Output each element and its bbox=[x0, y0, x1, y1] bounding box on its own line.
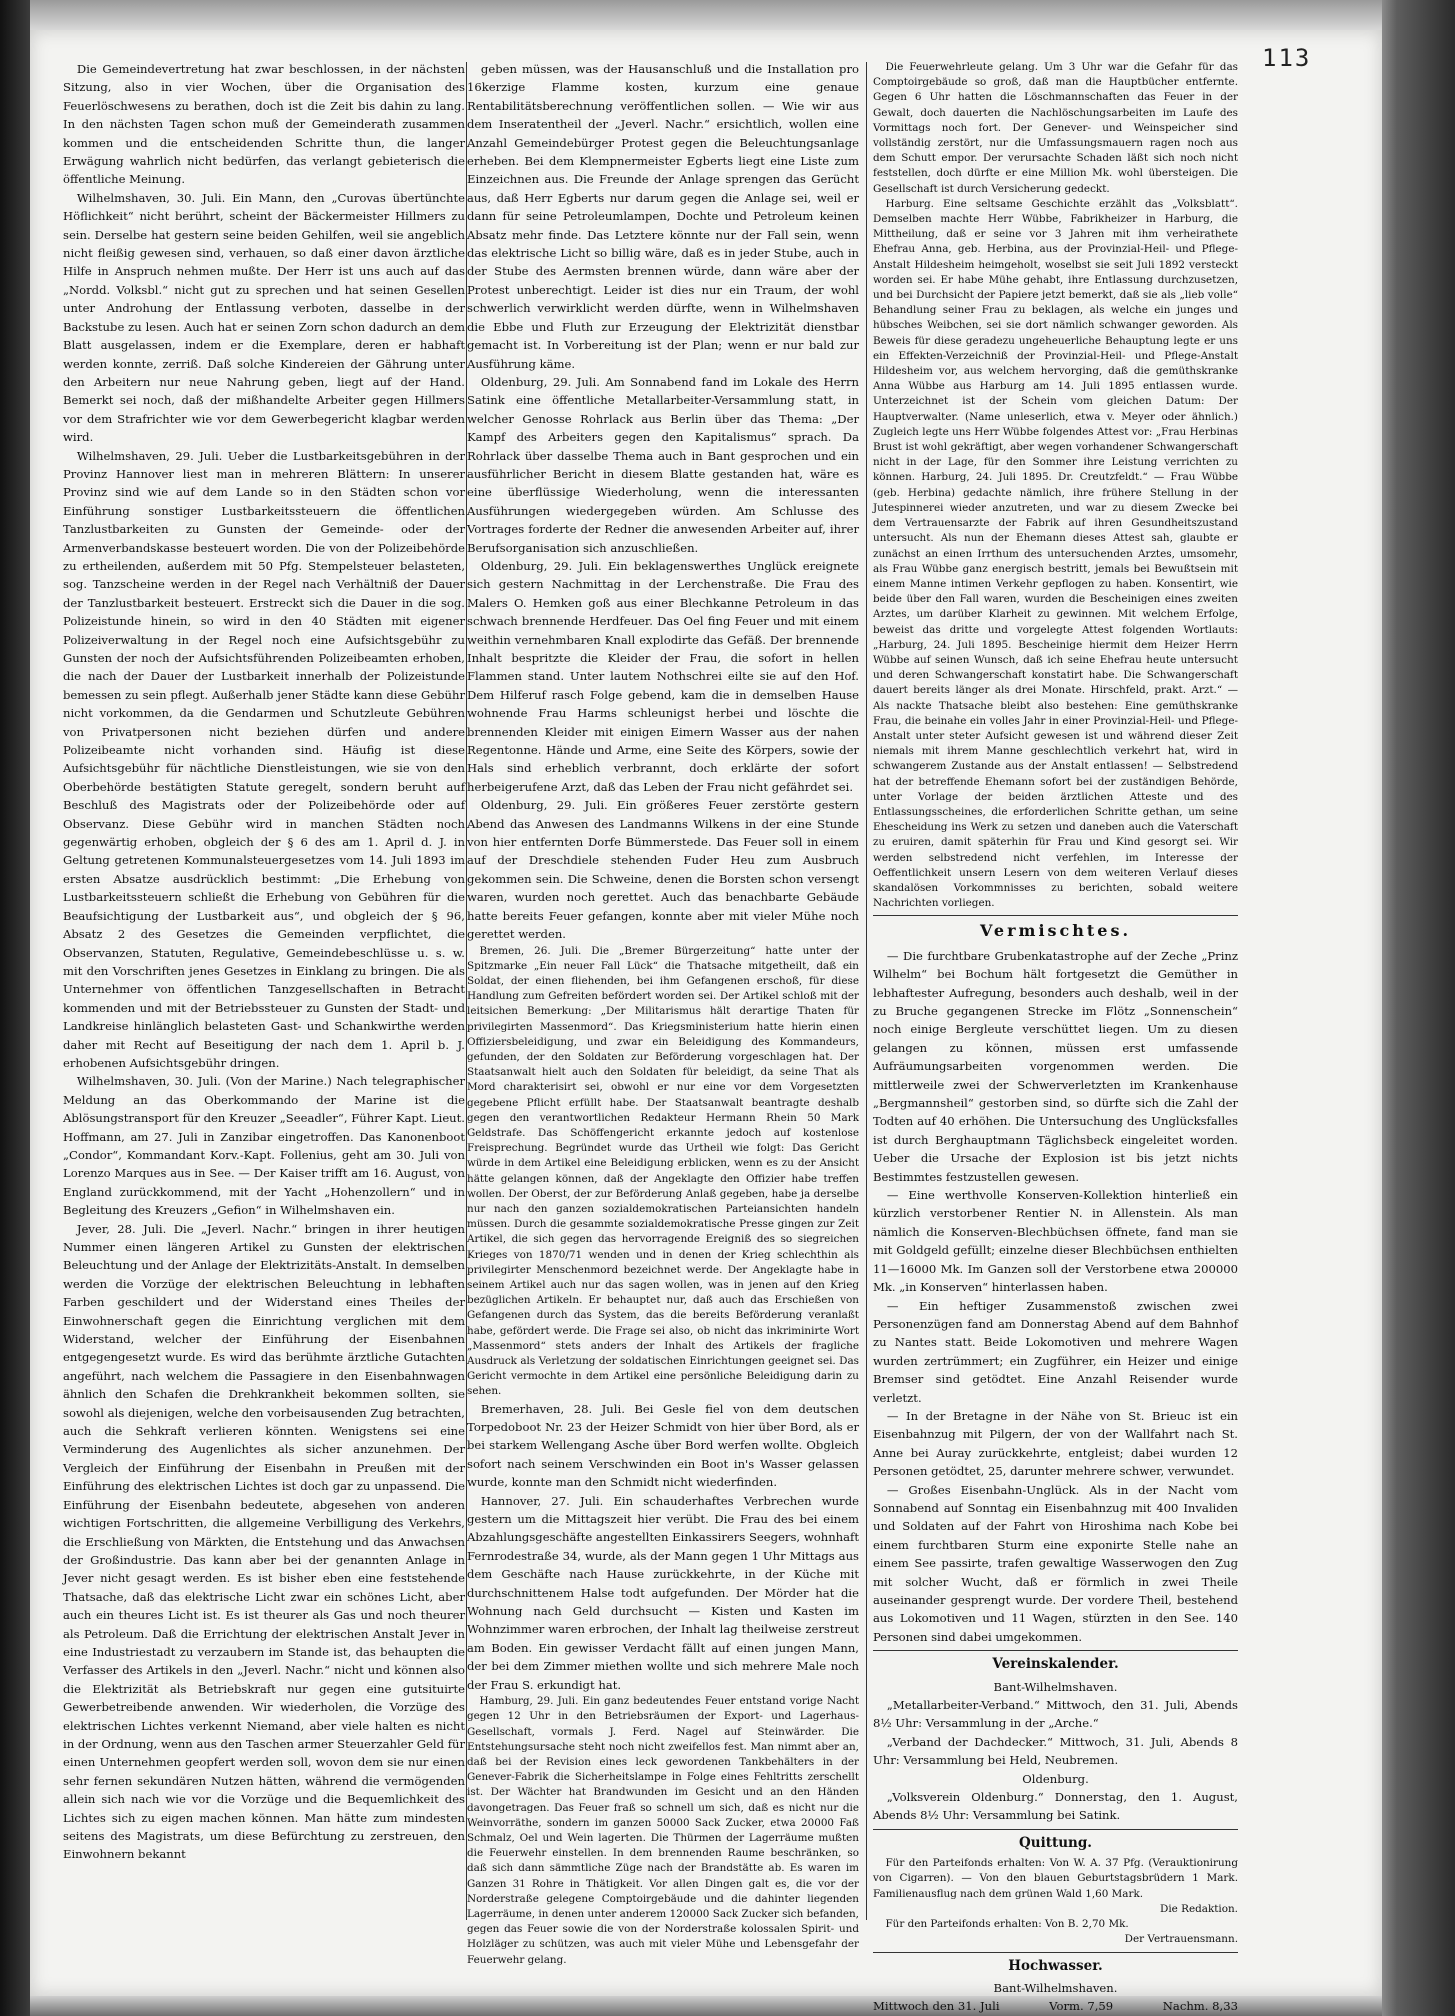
page-number: 113 bbox=[1262, 44, 1312, 72]
calendar-entry: „Metallarbeiter-Verband.“ Mittwoch, den 31. Juli, Abends 8½ Uhr: Versammlung in der „Arche.“ bbox=[873, 1698, 1238, 1731]
scan-border-right bbox=[1382, 0, 1455, 2016]
calendar-entry: „Verband der Dachdecker.“ Mittwoch, 31. Juli, Abends 8 Uhr: Versammlung bei Held, Neubremen. bbox=[873, 1734, 1238, 1768]
quittung-heading: Quittung. bbox=[1019, 1834, 1092, 1851]
column-rule-2 bbox=[866, 62, 867, 1920]
column-2 bbox=[467, 60, 859, 1966]
article-paragraph: Jever, 28. Juli. Die „Jeverl. Nachr.“ bringen in ihrer heutigen Nummer einen längeren Artikel zu Gunsten der elektrischen Beleuchtung und der Anlage der Elektrizitäts-Anstalt. In demselben werden die Vorzüge der elektrischen Beleuchtung in lebhaften Farben geschildert und der Widerstand eines Theiles der Einwohnerschaft gegen die Einrichtung verglichen mit dem Widerstand, welcher der Einführung der Eisenbahnen entgegengesetzt wurde. Es wird das berühmte ärztliche Gutachten angeführt, nach welchem die Passagiere in den Eisenbahnwagen ähnlich den Schafen die Drehkrankheit bekommen sollten, sie sowohl als diejenigen, welche den vorbeisausenden Zug betrachten, auch die Sehkraft verlieren könnten. Wenigstens sei eine Verminderung des Augenlichtes als sicher anzunehmen. Der Vergleich der Einführung der Eisenbahn in Preußen mit der Einführung des elektrischen Lichtes ist doch gar zu unpassend. Die Einführung der Eisenbahn bedeutete, abgesehen von anderen wichtigen Fortschritten, die allgemeine Verbilligung des Verkehrs, die Erschließung von Märkten, die Entstehung und das Anwachsen der Großindustrie. Das kann aber bei der genannten Anlage in Jever nicht gesagt werden. Es ist bisher eben eine feststehende Thatsache, daß das elektrische Licht zwar ein schönes Licht, aber auch ein theures Licht ist. Es ist theurer als Gas und noch theurer als Petroleum. Daß die Errichtung der elektrischen Anstalt Jever in eine Industriestadt zu verzaubern im Stande ist, das behaupten die Verfasser des Artikels in den „Jeverl. Nachr.“ nicht und können also die Elektrizität als Betriebskraft nur gegen eine gutsituirte Gewerbetreibende anwenden. Wir wiederholen, die Vorzüge des elektrischen Lichtes verkennt Niemand, aber viele halten es nicht in der Ordnung, wenn aus den Taschen armer Steuerzahler Geld für einen Unternehmen geopfert werden soll, wovon dem sie nur einen sehr fernen sekundären Nutzen hätten, während die vermögenden allein sich nach wie vor die Vorzüge und die Bequemlichkeit des Lichtes sich zu eigen machen können. Man hätte zum mindesten seitens des Magistrats, um diese Befürchtung zu zerstreuen, den Einwohnern bekannt bbox=[63, 1221, 465, 1862]
article-paragraph-small: Die Feuerwehrleute gelang. Um 3 Uhr war die Gefahr für das Comptoirgebäude so groß, daß man die Hauptbücher entfernte. Gegen 6 Uhr hatten die Löschmannschaften das Feuer in der Gewalt, doch dauerten die Nachlöschungsarbeiten im Laufe des Vormittags noch fort. Der Genever- und Weinspeicher sind vollständig zerstört, nur die Umfassungsmauern ragen noch aus dem Schutt empor. Der verursachte Schaden läßt sich noch nicht feststellen, doch dürfte er eine Million Mk. wohl übersteigen. Die Gesellschaft ist durch Versicherung gedeckt. bbox=[873, 61, 1238, 195]
article-paragraph: Wilhelmshaven, 30. Juli. Ein Mann, den „Curovas übertünchte Höflichkeit“ nicht berührt, scheint der Bäckermeister Hillmers zu sein. Derselbe hat gestern seine beiden Gehilfen, weil sie angeblich nicht fleißig gewesen sind, verhauen, so daß einer davon ärztliche Hilfe in Anspruch nehmen mußte. Der Herr ist uns auch auf das „Nordd. Volksbl.“ nicht gut zu sprechen und hat seinen Gesellen unter Androhung der Entlassung verboten, dasselbe in der Backstube zu lesen. Auch hat er seinen Zorn schon dadurch an dem Blatt ausgelassen, indem er die Exemplare, deren er habhaft werden konnte, zerriß. Daß solche Kindereien der Gährung unter den Arbeitern nur neue Nahrung geben, liegt auf der Hand. Bemerkt sei noch, daß der mißhandelte Arbeiter gegen Hillmers vor dem Strafrichter wie vor dem Gewerbegericht klagbar werden wird. bbox=[63, 190, 465, 445]
vereinskalender-place: Bant-Wilhelmshaven. bbox=[993, 1679, 1118, 1694]
receipt-signature: Die Redaktion. bbox=[1160, 1902, 1238, 1915]
column-1 bbox=[63, 60, 465, 1922]
article-paragraph: Oldenburg, 29. Juli. Am Sonnabend fand im Lokale des Herrn Satink eine öffentliche Metallarbeiter-Versammlung statt, in welcher Genosse Rohrlack aus Berlin über das Thema: „Der Kampf des Arbeiters gegen den Kapitalismus“ sprach. Da Rohrlack über dasselbe Thema auch in Bant gesprochen und ein ausführlicher Bericht in diesem Blatte gestanden hat, wäre es eine überflüssige Wiederholung, wenn die interessanten Ausführungen wiedergegeben würden. Am Schlusse des Vortrages forderte der Redner die anwesenden Arbeiter auf, ihrer Berufsorganisation sich anzuschließen. bbox=[467, 374, 859, 555]
article-paragraph-small: Harburg. Eine seltsame Geschichte erzählt das „Volksblatt“. Demselben machte Herr Wübbe, Fabrikheizer in Harburg, die Mittheilung, daß er seine vor 3 Jahren mit ihm verheirathete Ehefrau Anna, geb. Herbina, aus der Provinzial-Heil- und Pflege-Anstalt Hildesheim heimgeholt, woselbst sie seit Juli 1892 versteckt worden sei. Er habe Mühe gehabt, ihre Entlassung durchzusetzen, und bei Durchsicht der Papiere jetzt bemerkt, daß sie als „lieb volle“ Behandlung seiner Frau zu beklagen, als welche ein junges und hübsches Weibchen, sei sie dort nämlich schwanger geworden. Als Beweis für diese geradezu ungeheuerliche Behauptung legte er uns ein Effekten-Verzeichniß der Provinzial-Heil- und Pflege-Anstalt Hildesheim vor, aus welchem hervorging, daß die gemüthskranke Anna Wübbe aus Harburg am 14. Juli 1895 entlassen wurde. Unterzeichnet ist der Schein vom gleichen Datum: Der Hauptverwalter. (Name unleserlich, etwa v. Meyer oder ähnlich.) Zugleich legte uns Herr Wübbe folgendes Attest vor: „Frau Herbinas Brust ist wohl gekräftigt, aber wegen vorhandener Schwangerschaft nicht in der Lage, für den Sommer ihre Leistung verrichten zu können. Harburg, 24. Juli 1895. Dr. Creutzfeldt.“ — Frau Wübbe (geb. Herbina) gedachte nämlich, ihre frühere Stellung in der Jutespinnerei wieder anzutreten, und war zu diesem Zwecke bei dem Vertrauensarzte der Fabrik auf ihren Gesundheitszustand untersucht. Als nun der Ehemann dieses Attest sah, glaubte er zunächst an einen Irrthum des untersuchenden Arztes, umsomehr, als Frau Wübbe ganz energisch bestritt, jemals bei Bewußtsein mit einem Manne intimen Verkehr gepflogen zu haben. Konsentirt, wie beide über den Fall waren, wurden die Bescheinigen eines zweiten Arztes, um darüber Klarheit zu gewinnen. Mit welchem Erfolge, beweist das dritte und vorgelegte Attest folgenden Wortlauts: „Harburg, 24. Juli 1895. Bescheinige hiermit dem Heizer Herrn Wübbe auf seinen Wunsch, daß ich seine Ehefrau heute untersucht und deren Schwangerschaft konstatirt habe. Die Schwangerschaft dauert bereits länger als drei Monate. Hirschfeld, prakt. Arzt.“ — Als nackte Thatsache bleibt also bestehen: Eine gemüthskranke Frau, die beinahe ein volles Jahr in einer Provinzial-Heil- und Pflege-Anstalt unter steter Aufsicht gewesen ist und während dieser Zeit niemals mit ihrem Manne geschlechtlich verkehrt hat, wird in schwangerem Zustande aus der Anstalt entlassen! — Selbstredend hat der betreffende Ehemann sofort bei der zuständigen Behörde, unter Vorlage der beiden ärztlichen Atteste und des Entlassungsscheines, die erforderlichen Schritte gethan, um seine Ehescheidung ins Werk zu setzen und daneben auch die Vaterschaft zu eruiren, damit späterhin für Frau und Kind gesorgt sei. Wir werden selbstredend nicht verfehlen, im Interesse der Oeffentlichkeit unsern Lesern von dem weiteren Verlauf dieses skandalösen Vorkommnisses zu berichten, sobald weitere Nachrichten vorliegen. bbox=[873, 197, 1238, 910]
column-3 bbox=[873, 60, 1238, 2014]
section-divider bbox=[873, 1952, 1238, 1953]
section-divider bbox=[873, 1829, 1238, 1830]
article-paragraph: geben müssen, was der Hausanschluß und die Installation pro 16kerzige Flamme kosten, kurzum eine genaue Rentabilitätsberechnung veröffentlichen sollen. — Wie wir aus dem Inseratentheil der „Jeverl. Nachr.“ ersichtlich, wollen eine Anzahl Gemeindebürger Protest gegen die Beleuchtungsanlage erheben. Bei dem Klempnermeister Egberts liegt eine Liste zum Einzeichnen aus. Die Freunde der Anlage sprengen das Gerücht aus, daß Herr Egberts nur darum gegen die Anlage sei, weil er dann für seine Petroleumlampen, Dochte und Petroleum keinen Absatz mehr finde. Das Letztere könnte nur der Fall sein, wenn das elektrische Licht so billig wäre, daß es in jeder Stube, auch in der Stube des Aermsten brennen würde, dann wäre aber der Protest unberechtigt. Leider ist dies nur ein Traum, der wohl schwerlich verwirklicht werden dürfte, wenn in Wilhelmshaven die Ebbe und Fluth zur Erzeugung der Elektrizität dienstbar gemacht ist. In Vorbereitung ist der Plan; wenn er nur bald zur Ausführung käme. bbox=[467, 62, 859, 371]
scan-border-left bbox=[0, 0, 30, 2016]
article-paragraph: Bremerhaven, 28. Juli. Bei Gesle fiel von dem deutschen Torpedoboot Nr. 23 der Heizer Schmidt von hier über Bord, als er bei starkem Wellengang Asche über Bord werfen wollte. Obgleich sofort nach seinem Verschwinden ein Boot in's Wasser gelassen wurde, konnte man den Schmidt nicht wiederfinden. bbox=[467, 1401, 859, 1490]
hochwasser-place: Bant-Wilhelmshaven. bbox=[993, 1980, 1118, 1995]
news-item: — Die furchtbare Grubenkatastrophe auf der Zeche „Prinz Wilhelm“ bei Bochum hält fortgesetzt die Gemüther in lebhaftester Aufregung, besonders auch deshalb, weil in der zu Bruche gegangenen Strecke im Flötz „Sonnenschein“ noch einige Bergleute verschüttet liegen. Um zu diesen gelangen zu können, müssen erst umfassende Aufräumungsarbeiten vorgenommen werden. Die mittlerweile zwei der Schwerverletzten im Krankenhause „Bergmannsheil“ gestorben sind, so dürfte sich die Zahl der Todten auf 40 erhöhen. Die Untersuchung des Unglücksfalles ist durch Berghauptmann Täglichsbeck eingeleitet worden. Ueber die Ursache der Explosion ist bis jetzt nichts Bestimmtes festzustellen gewesen. bbox=[873, 948, 1238, 1184]
receipt-signature: Der Vertrauensmann. bbox=[1124, 1933, 1238, 1946]
article-paragraph: Oldenburg, 29. Juli. Ein beklagenswerthes Unglück ereignete sich gestern Nachmittag in der Lerchenstraße. Die Frau des Malers O. Hemken goß aus einer Blechkanne Petroleum in das schwach brennende Herdfeuer. Das Oel fing Feuer und mit einem weithin vernehmbaren Knall explodirte das Gefäß. Der brennende Inhalt bespritzte die Kleider der Frau, die sofort in hellen Flammen stand. Unter lautem Nothschrei eilte sie auf den Hof. Dem Hilferuf rasch Folge gebend, kam die in demselben Hause wohnende Frau Harms schleunigst herbei und löschte die brennenden Kleider mit einigen Eimern Wasser aus der nahen Regentonne. Hände und Arme, eine Seite des Körpers, sowie der Hals sind erheblich verbrannt, doch erklärte der sofort herbeigerufene Arzt, daß das Leben der Frau nicht gefährdet sei. bbox=[467, 558, 859, 794]
vereinskalender-heading: Vereinskalender. bbox=[992, 1656, 1119, 1673]
article-paragraph: Die Gemeindevertretung hat zwar beschlossen, in der nächsten Sitzung, also in vier Wochen, über die Organisation des Feuerlöschwesens zu berathen, doch ist die Zeit bis dahin zu lang. In den nächsten Tagen schon muß der Gemeinderath zusammen kommen und die entscheidenden Schritte thun, die langer Erwägung wahrlich nicht bedürfen, das verlangt gebieterisch die öffentliche Meinung. bbox=[63, 62, 465, 187]
receipt-line: Für den Parteifonds erhalten: Von B. 2,70 Mk. bbox=[885, 1918, 1129, 1931]
scan-border-top bbox=[30, 0, 1382, 30]
section-divider bbox=[873, 1650, 1238, 1651]
tide-morning: Vorm. 7,59 bbox=[1049, 1999, 1114, 2014]
article-paragraph: Wilhelmshaven, 30. Juli. (Von der Marine.) Nach telegraphischer Meldung an das Oberkommando der Marine ist die Ablösungstransport für den Kreuzer „Seeadler“, Führer Kapt. Lieut. Hoffmann, am 27. Juli in Zanzibar eingetroffen. Das Kanonenboot „Condor“, Kommandant Korv.-Kapt. Follenius, geht am 30. Juli von Lorenzo Marques aus in See. — Der Kaiser trifft am 16. August, von England zurückkommend, mit der Yacht „Hohenzollern“ und in Begleitung des Kreuzers „Gefion“ in Wilhelmshaven ein. bbox=[63, 1074, 465, 1218]
tide-row bbox=[873, 1997, 1238, 2015]
article-paragraph: Hannover, 27. Juli. Ein schauderhaftes Verbrechen wurde gestern um die Mittagszeit hier verübt. Die Frau des bei einem Abzahlungsgeschäfte angestellten Einkassirers Seegers, wohnhaft Fernrodestraße 34, wurde, als der Mann gegen 1 Uhr Mittags aus dem Geschäfte nach Hause zurückkehrte, in der Küche mit durchschnittenem Halse todt aufgefunden. Der Mörder hat die Wohnung nach Geld durchsucht — Kisten und Kasten im Wohnzimmer waren erbrochen, der Inhalt lag theilweise zerstreut am Boden. Ein gewisser Verdacht fällt auf einen jungen Mann, der bei dem Zimmer miethen wollte und sich mehrere Male noch der Frau S. erkundigt hat. bbox=[467, 1493, 859, 1692]
news-item: — Ein heftiger Zusammenstoß zwischen zwei Personenzügen fand am Donnerstag Abend auf dem Bahnhof zu Nantes statt. Beide Lokomotiven und mehrere Wagen wurden zertrümmert; ein Zugführer, ein Heizer und einige Bremser sind getödtet. Eine Anzahl Reisender wurde verletzt. bbox=[873, 1298, 1238, 1405]
news-item: — Großes Eisenbahn-Unglück. Als in der Nacht vom Sonnabend auf Sonntag ein Eisenbahnzug mit 400 Invaliden und Soldaten auf der Fahrt von Hiroshima nach Kobe bei einem furchtbaren Sturm eine exponirte Stelle nahe an einem See passirte, trafen gewaltige Wasserwogen den Zug mit solcher Wucht, daß er förmlich in zwei Theile auseinander gesprengt wurde. Der vordere Theil, bestehend aus Lokomotiven und 11 Wagen, stürzten in den See. 140 Personen sind dabei umgekommen. bbox=[873, 1482, 1238, 1644]
tide-day: Mittwoch den 31. Juli bbox=[873, 1999, 1000, 2014]
news-item: — Eine werthvolle Konserven-Kollektion hinterließ ein kürzlich verstorbener Rentier N. in Allenstein. Als man nämlich die Konserven-Blechbüchsen öffnete, fand man sie mit Goldgeld gefüllt; einzelne dieser Blechbüchsen enthielten 11—16000 Mk. Im Ganzen soll der Verstorbene etwa 200000 Mk. „in Konserven“ hinterlassen haben. bbox=[873, 1188, 1238, 1295]
tide-evening: Nachm. 8,33 bbox=[1162, 1999, 1238, 2014]
vermischtes-heading: Vermischtes. bbox=[979, 921, 1132, 941]
calendar-entry: „Volksverein Oldenburg.“ Donnerstag, den 1. August, Abends 8½ Uhr: Versammlung bei Satink. bbox=[873, 1790, 1238, 1823]
news-item: — In der Bretagne in der Nähe von St. Brieuc ist ein Eisenbahnzug mit Pilgern, der von der Wallfahrt nach St. Anne bei Auray zurückkehrte, entgleist; dabei wurden 12 Personen getödtet, 25, darunter mehrere schwer, verwundet. bbox=[873, 1408, 1238, 1479]
receipt-line: Für den Parteifonds erhalten: Von W. A. 37 Pfg. (Verauktionirung von Cigarren). — Von den blauen Geburtstagsbrüdern 1 Mark. Familienausflug nach dem grünen Wald 1,60 Mark. bbox=[873, 1857, 1238, 1900]
section-divider bbox=[873, 915, 1238, 916]
article-paragraph: Oldenburg, 29. Juli. Ein größeres Feuer zerstörte gestern Abend das Anwesen des Landmanns Wilkens in der eine Stunde von hier entfernten Dorfe Bümmerstede. Das Feuer soll in einem auf der Dreschdiele stehenden Fuder Heu zum Ausbruch gekommen sein. Die Schweine, denen die Borsten schon versengt waren, wurden noch gerettet. Auch das benachbarte Gebäude hatte bereits Feuer gefangen, konnte aber mit vieler Mühe noch gerettet werden. bbox=[467, 798, 859, 942]
article-paragraph-small: Hamburg, 29. Juli. Ein ganz bedeutendes Feuer entstand vorige Nacht gegen 12 Uhr in den Betriebsräumen der Export- und Lagerhaus-Gesellschaft, vormals J. Ferd. Nagel auf Steinwärder. Die Entstehungsursache steht noch nicht zweifellos fest. Man nimmt aber an, daß bei der Revision eines leck gewordenen Tankbehälters in der Genever-Fabrik die Sicherheitslampe in Folge eines Fehltritts zerschellt ist. Der Wächter hat Brandwunden im Gesicht und an den Händen davongetragen. Das Feuer fraß so schnell um sich, daß es nicht nur die Weinvorräthe, sondern im ganzen 50000 Sack Zucker, etwa 20000 Faß Schmalz, Oel und Wein lagerten. Die Thürmen der Lagerräume mußten die Feuerwehr einstellen. In dem brennenden Raume beschränken, so daß sich dann sämmtliche Züge nach der Brandstätte ab. Es waren im Ganzen 31 Rohre in Thätigkeit. Vor allen Dingen galt es, die vor der Norderstraße gelegene Comptoirgebäude und die dahinter liegenden Lagerräume, in denen unter anderem 120000 Sack Zucker sich befanden, gegen das Feuer sowie die von der Norderstraße kolossalen Spirit- und Holzläger zu schützen, was auch mit vieler Mühe und Lebensgefahr der Feuerwehr gelang. bbox=[467, 1695, 859, 1966]
article-paragraph-small: Bremen, 26. Juli. Die „Bremer Bürgerzeitung“ hatte unter der Spitzmarke „Ein neuer Fall Lück“ die Thatsache mitgetheilt, daß ein Soldat, der einen fliehenden, bei ihm Gefangenen erschoß, für diese Handlung zum Gefreiten befördert worden sei. Der Artikel schloß mit der leitsichen Bemerkung: „Der Militarismus hält derartige Thaten für privilegirten Massenmord“. Das Kriegsministerium hatte hierin einen Offiziersbeleidigung, und zwar ein Beleidigung des Kommandeurs, gefunden, der den Soldaten zur Beförderung vorgeschlagen hat. Der Staatsanwalt hielt auch den Soldaten für beleidigt, da seine That als Mord charakterisirt sei, obwohl er nur eine vor dem Vorgesetzten gegebene Pflicht erfüllt habe. Der Staatsanwalt beantragte deshalb gegen den verantwortlichen Redakteur Hermann Rhein 50 Mark Geldstrafe. Das Schöffengericht erkannte jedoch auf kostenlose Freisprechung. Begründet wurde das Urtheil wie folgt: Das Gericht würde in dem Artikel eine Beleidigung erblicken, wenn es zu der Ansicht hätte gelangen können, daß der Angeklagte den Offizier habe treffen wollen. Der Oberst, der zur Beförderung Anlaß gegeben, habe ja derselbe nur nach den ganzen sozialdemokratischen Parteiansichten handeln müssen. Durch die gesammte sozialdemokratische Presse gingen zur Zeit Artikel, die sich gegen das hervorragende Ereigniß des so siegreichen Krieges von 1870/71 wenden und in denen der Krieg schlechthin als privilegirter Menschenmord bezeichnet werde. Der Angeklagte habe in seinem Artikel auch nur das sagen wollen, was in jenen auf den Krieg bezüglichen Artikeln. Er behauptet nur, daß auch das Erschießen von Gefangenen durch das System, das die bereits Beförderung veranlaßt habe, gefördert werde. Die Frage sei also, ob nicht das inkriminirte Wort „Massenmord“ stets anders der Inhalt des Artikels der fragliche Ausdruck als Verletzung der soldatischen Einrichtungen geeignet sei. Das Gericht vermochte in dem Artikel eine persönliche Beleidigung darin zu sehen. bbox=[467, 944, 859, 1398]
hochwasser-heading: Hochwasser. bbox=[1008, 1957, 1103, 1974]
article-paragraph: Wilhelmshaven, 29. Juli. Ueber die Lustbarkeitsgebühren in der Provinz Hannover liest man in mehreren Blättern: In unserer Provinz sind wie auf dem Lande so in den Städten schon vor Einführung sonstiger Lustbarkeitssteuern die öffentlichen Tanzlustbarkeiten zu Gunsten der Gemeinde- oder der Armenverbandskasse besteuert worden. Die von der Polizeibehörde zu ertheilenden, außerdem mit 50 Pfg. Stempelsteuer belasteten, sog. Tanzscheine werden in der Regel nach Verhältniß der Dauer der Tanzlustbarkeit besteuert. Erstreckt sich die Dauer in die sog. Polizeistunde hinein, so wird in den 40 Städten mit eigener Polizeiverwaltung in der Regel noch eine Aufsichtsgebühr zu Gunsten der noch der Aufsichtsführenden Polizeibeamten erhoben, die nach der Dauer der Lustbarkeit innerhalb der Polizeistunde bemessen zu sein pflegt. Außerhalb jener Städte kann diese Gebühr nicht vorkommen, da die Gendarmen und Schutzleute Gebühren von Privatpersonen nicht beziehen dürfen und andere Polizeibeamte nicht vorhanden sind. Häufig ist diese Aufsichtsgebühr für nächtliche Dienstleistungen, wie sie von den Oberbehörde bestätigten Statute geregelt, sondern beruht auf Beschluß des Magistrats oder der Polizeibehörde oder auf Observanz. Diese Gebühr wird in manchen Städten noch gegenwärtig erhoben, obgleich der § 6 des am 1. April d. J. in Geltung getretenen Kommunalsteuergesetzes vom 14. Juli 1893 im ersten Absatze ausdrücklich bestimmt: „Die Erhebung von Lustbarkeitssteuern schließt die Erhebung von Gebühren für die Beaufsichtigung der Lustbarkeit aus“, und obgleich der § 96, Absatz 2 des Gesetzes die Gemeinden verpflichtet, die Observanzen, Statuten, Regulative, Gemeindebeschlüsse u. s. w. mit den Vorschriften jenes Gesetzes in Einklang zu bringen. Die als Unternehmer von öffentlichen Tanzgesellschaften in Betracht kommenden und mit der Betriebssteuer zu Gunsten der Stadt- und Landkreise hinlänglich belasteten Gast- und Schankwirthe werden daher mit Recht auf Beseitigung der nach dem 1. April b. J. erhobenen Aufsichtsgebühr dringen. bbox=[63, 448, 465, 1070]
vereinskalender-place: Oldenburg. bbox=[1022, 1771, 1089, 1786]
